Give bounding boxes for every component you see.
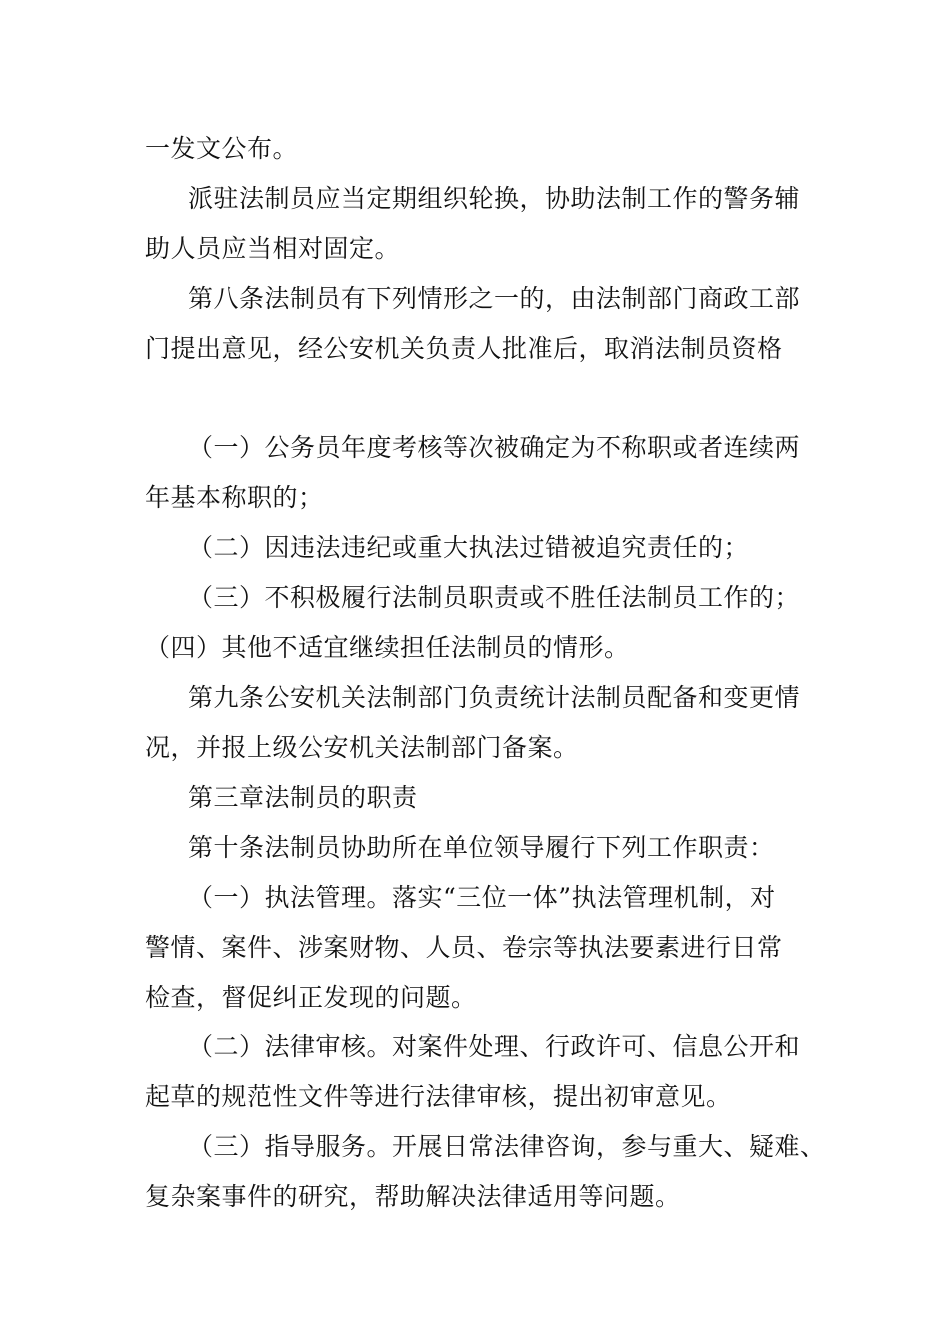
text-line: 况，并报上级公安机关法制部门备案。	[145, 733, 579, 762]
text-line: 第八条法制员有下列情形之一的，由法制部门商政工部	[188, 284, 801, 313]
text-line: 第十条法制员协助所在单位领导履行下列工作职责：	[188, 833, 775, 862]
text-line: （二）因违法违纪或重大执法过错被追究责任的；	[188, 533, 750, 562]
text-line: （三）指导服务。开展日常法律咨询，参与重大、疑难、	[188, 1132, 826, 1161]
text-line: （三）不积极履行法制员职责或不胜任法制员工作的；	[188, 583, 801, 612]
text-line: 助人员应当相对固定。	[145, 234, 401, 263]
text-line: 派驻法制员应当定期组织轮换，协助法制工作的警务辅	[188, 184, 801, 213]
text-line: 警情、案件、涉案财物、人员、卷宗等执法要素进行日常	[145, 933, 783, 962]
text-line: 一发文公布。	[145, 134, 299, 163]
chapter-heading: 第三章法制员的职责	[188, 783, 418, 812]
text-line: （四）其他不适宜继续担任法制员的情形。	[145, 633, 630, 662]
text-line: （一）执法管理。落实“三位一体”执法管理机制，对	[188, 883, 776, 912]
text-line: （一）公务员年度考核等次被确定为不称职或者连续两	[188, 433, 801, 462]
text-line: 检查，督促纠正发现的问题。	[145, 983, 477, 1012]
text-line: 第九条公安机关法制部门负责统计法制员配备和变更情	[188, 683, 801, 712]
text-line: （二）法律审核。对案件处理、行政许可、信息公开和	[188, 1032, 801, 1061]
text-line: 复杂案事件的研究，帮助解决法律适用等问题。	[145, 1182, 681, 1211]
text-line: 年基本称职的；	[145, 483, 324, 512]
text-line: 起草的规范性文件等进行法律审核，提出初审意见。	[145, 1082, 732, 1111]
text-line: 门提出意见，经公安机关负责人批准后，取消法制员资格	[145, 334, 783, 363]
